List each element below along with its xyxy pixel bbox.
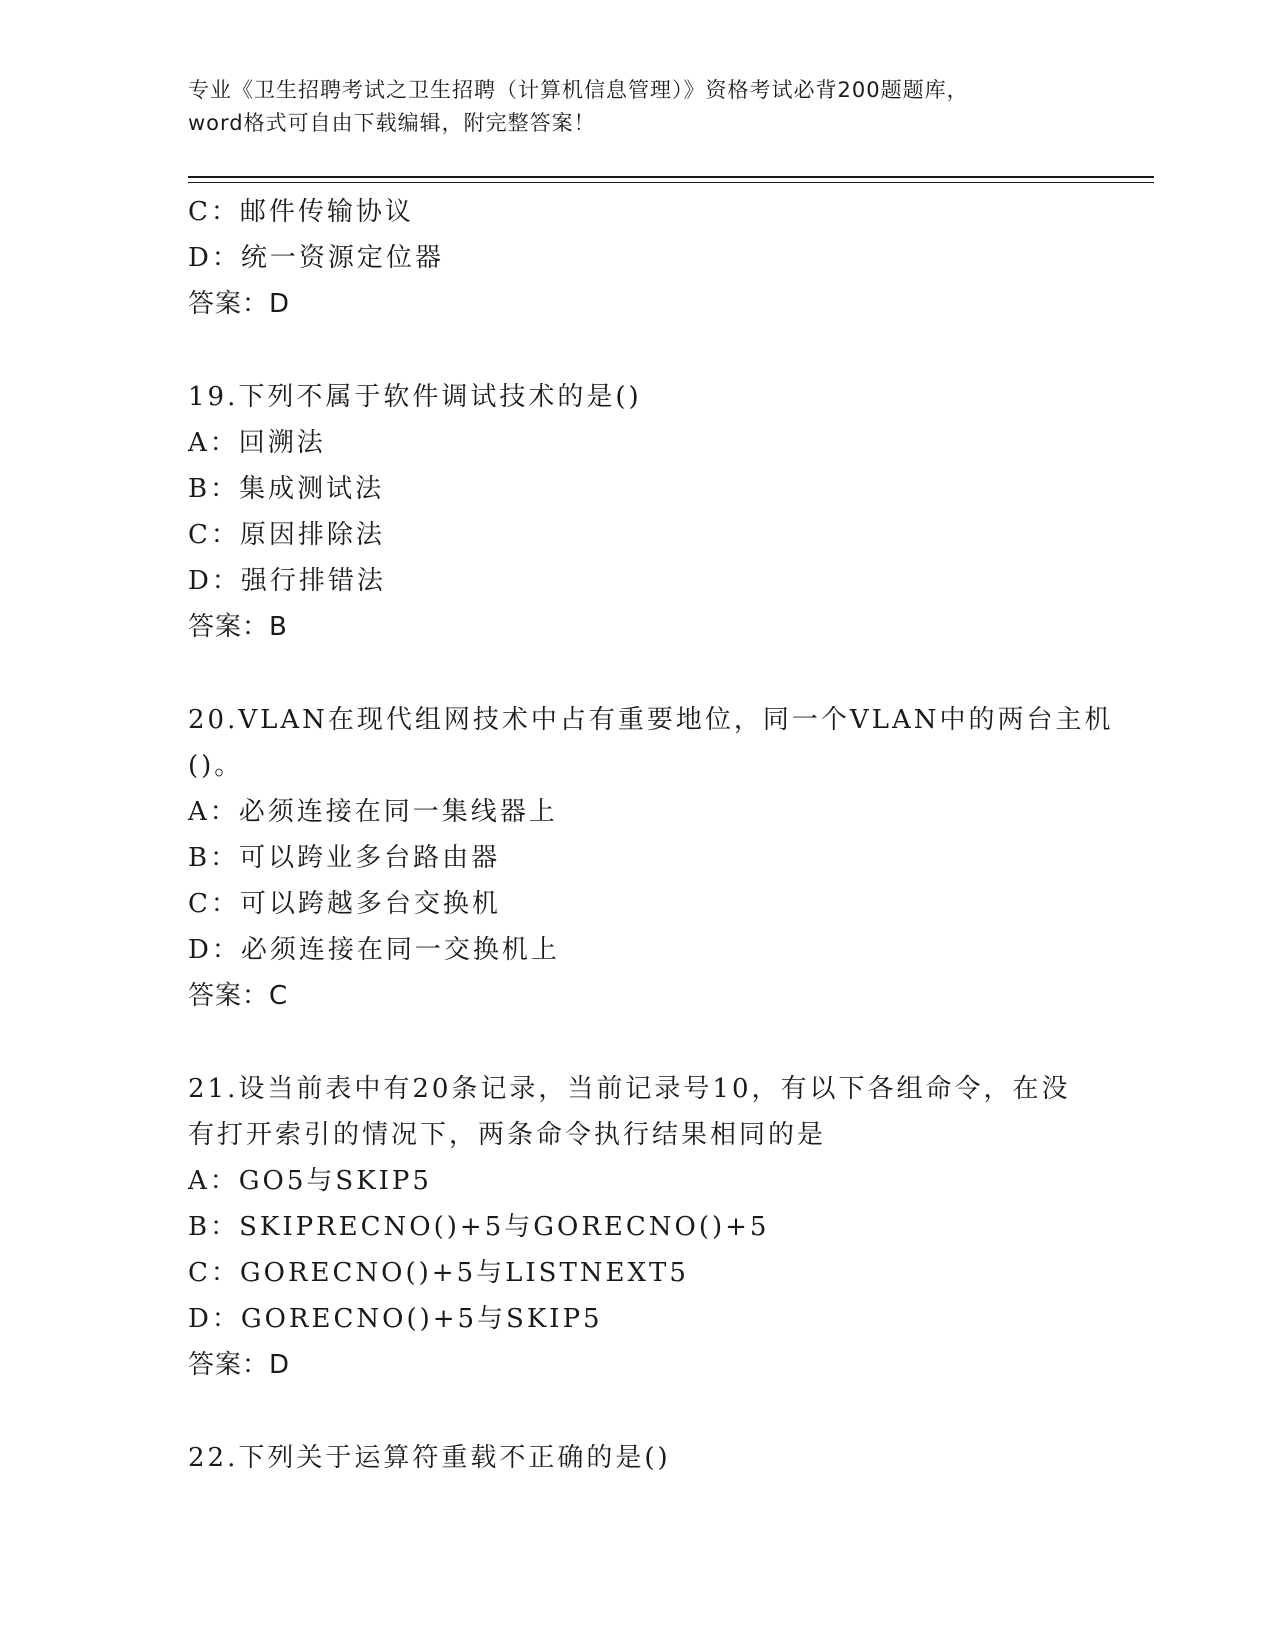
- option-a: A：必须连接在同一集线器上: [188, 797, 558, 827]
- question-19: [188, 374, 1088, 650]
- spacer: [188, 327, 1088, 374]
- question-22: [188, 1435, 1088, 1481]
- header-divider-thin: [188, 182, 1154, 183]
- option-b: B：可以跨业多台路由器: [188, 843, 501, 873]
- option-a: A：GO5与SKIP5: [188, 1166, 432, 1196]
- option-d: D：强行排错法: [188, 566, 386, 596]
- answer: 答案：C: [188, 981, 289, 1011]
- answer: 答案：D: [188, 289, 291, 319]
- option-d: D：统一资源定位器: [188, 243, 444, 273]
- option-c: C：原因排除法: [188, 520, 385, 550]
- question-text-line-1: 20.VLAN在现代组网技术中占有重要地位，同一个VLAN中的两台主机: [188, 705, 1114, 735]
- question-text: 22.下列关于运算符重载不正确的是(): [188, 1443, 671, 1473]
- option-d: D：GORECNO()+5与SKIP5: [188, 1304, 603, 1334]
- option-a: A：回溯法: [188, 428, 326, 458]
- option-c: C：可以跨越多台交换机: [188, 889, 501, 919]
- spacer: [188, 650, 1088, 697]
- answer: 答案：B: [188, 612, 288, 642]
- header-title-line-1: 专业《卫生招聘考试之卫生招聘（计算机信息管理）》资格考试必背200题题库，: [188, 78, 969, 102]
- spacer: [188, 1019, 1088, 1066]
- spacer: [188, 1388, 1088, 1435]
- option-b: B：集成测试法: [188, 474, 385, 504]
- header-divider-thick: [188, 176, 1154, 178]
- question-21: [188, 1066, 1088, 1388]
- header-title-line-2: word格式可自由下载编辑，附完整答案！: [188, 111, 596, 135]
- question-list: [188, 189, 1114, 1481]
- option-b: B：SKIPRECNO()+5与GORECNO()+5: [188, 1212, 770, 1242]
- question-20: [188, 697, 1114, 1019]
- option-c: C：GORECNO()+5与LISTNEXT5: [188, 1258, 689, 1288]
- question-text-line-1: 21.设当前表中有20条记录，当前记录号10，有以下各组命令，在没: [188, 1074, 1071, 1104]
- question-18-tail: [188, 189, 1088, 327]
- question-text: 19.下列不属于软件调试技术的是(): [188, 382, 642, 412]
- option-c: C：邮件传输协议: [188, 197, 414, 227]
- option-d: D：必须连接在同一交换机上: [188, 935, 560, 965]
- answer: 答案：D: [188, 1350, 291, 1380]
- document-header: [188, 74, 1088, 140]
- question-text-line-2: 有打开索引的情况下，两条命令执行结果相同的是: [188, 1120, 827, 1150]
- question-text-line-2: ()。: [188, 751, 244, 781]
